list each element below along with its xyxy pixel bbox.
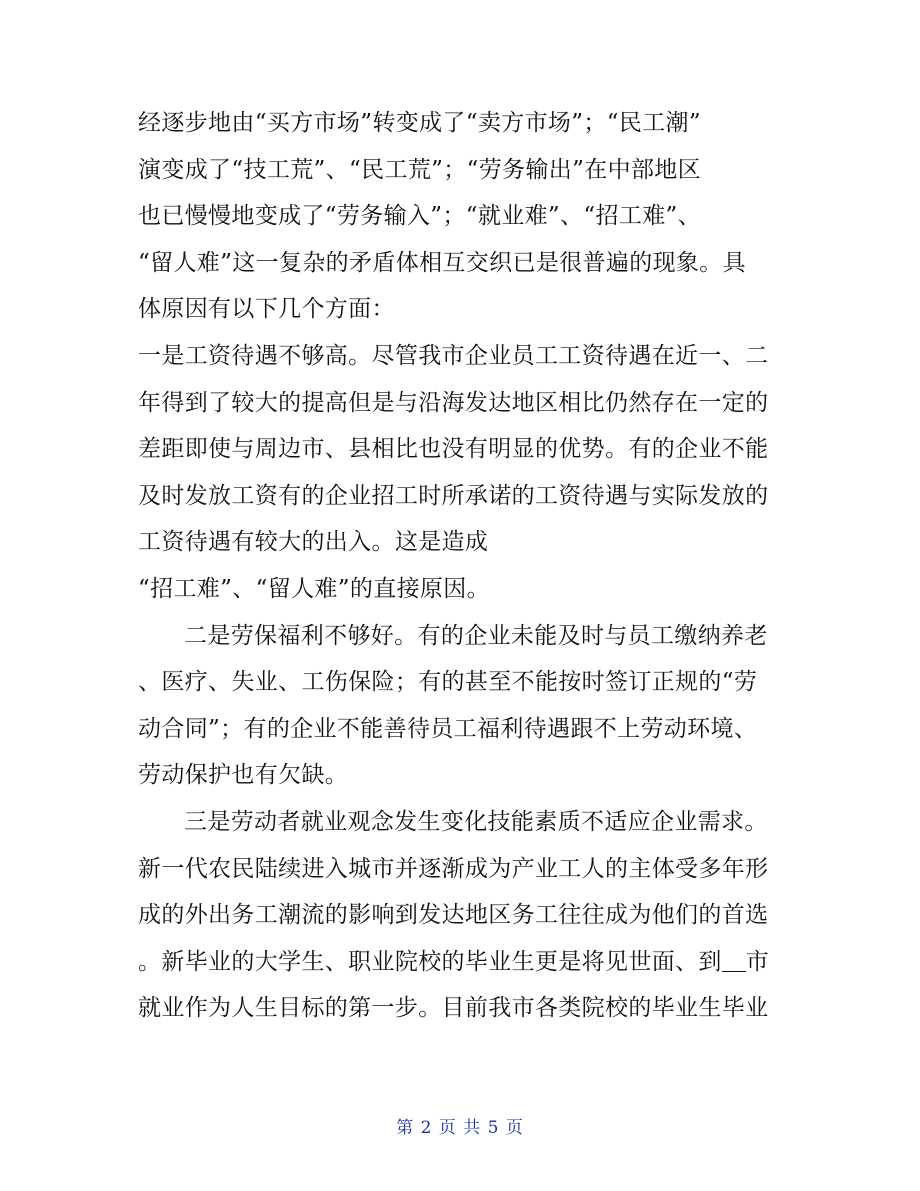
text-line: 经逐步地由“买方市场”转变成了“卖方市场”；“民工潮” <box>138 110 701 136</box>
document-body <box>138 100 798 1032</box>
text-line: 劳动保护也有欠缺。 <box>138 762 349 789</box>
text-line: 工资待遇有较大的出入。这是造成 <box>138 529 489 556</box>
text-line: 动合同”；有的企业不能善待员工福利待遇跟不上劳动环境、 <box>138 715 758 742</box>
text-line: 一是工资待遇不够高。尽管我市企业员工工资待遇在近一、二 <box>138 342 769 369</box>
text-segment: 市 <box>745 948 770 975</box>
text-line: 体原因有以下几个方面： <box>138 296 395 323</box>
page-footer <box>0 1113 920 1138</box>
text-line: 二是劳保福利不够好。有的企业未能及时与员工缴纳养老 <box>184 622 768 649</box>
text-line-with-blank <box>138 939 798 986</box>
text-line: 年得到了较大的提高但是与沿海发达地区相比仍然存在一定的 <box>138 389 769 416</box>
text-line: 三是劳动者就业观念发生变化技能素质不适应企业需求。 <box>184 808 768 835</box>
text-line: 新一代农民陆续进入城市并逐渐成为产业工人的主体受多年形 <box>138 855 769 882</box>
text-line: 差距即使与周边市、县相比也没有明显的优势。有的企业不能 <box>138 436 769 463</box>
text-line: 演变成了“技工荒”、“民工荒”；“劳务输出”在中部地区 <box>138 156 701 183</box>
text-line: 也已慢慢地变成了“劳务输入”；“就业难”、“招工难”、 <box>138 203 701 230</box>
page-number: 第 2 页 共 5 页 <box>396 1118 524 1138</box>
fill-in-blank <box>722 970 746 972</box>
text-line: “招工难”、“留人难”的直接原因。 <box>138 575 490 602</box>
text-segment: 。新毕业的大学生、职业院校的毕业生更是将见世面、到 <box>138 948 722 975</box>
text-line: 、医疗、失业、工伤保险；有的甚至不能按时签订正规的“劳 <box>138 669 758 696</box>
text-line: 及时发放工资有的企业招工时所承诺的工资待遇与实际发放的 <box>138 482 769 509</box>
text-line: 成的外出务工潮流的影响到发达地区务工往往成为他们的首选 <box>138 902 769 929</box>
text-line: “留人难”这一复杂的矛盾体相互交织已是很普遍的现象。具 <box>138 249 746 276</box>
text-line: 就业作为人生目标的第一步。目前我市各类院校的毕业生毕业 <box>138 995 769 1022</box>
